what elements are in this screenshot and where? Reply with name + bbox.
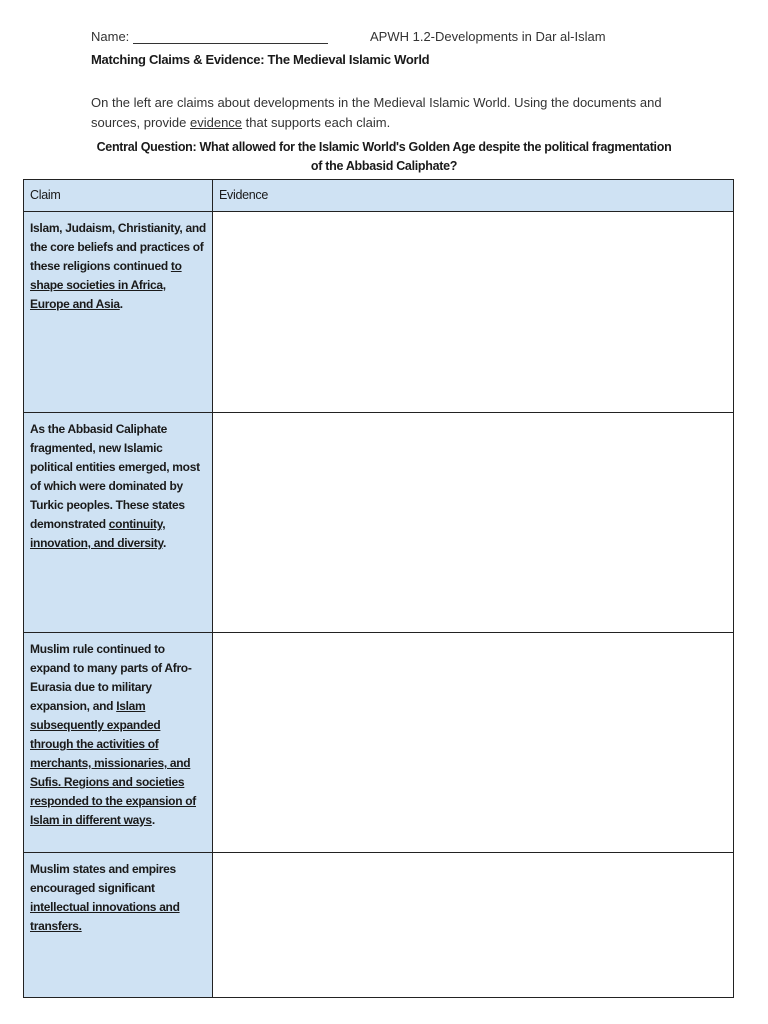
claim-text-end: . [119,297,123,311]
table-row [24,633,734,853]
claim-cell [24,853,213,998]
table-row [24,413,734,633]
claim-underlined-text: continuity, innovation, and diversity [30,517,166,550]
claim-column-header: Claim [24,180,213,212]
name-label: Name: [91,29,130,44]
evidence-cell[interactable] [213,413,734,633]
evidence-cell[interactable] [213,853,734,998]
claim-text: Muslim states and empires encouraged significant [30,862,176,895]
instructions [91,93,691,133]
claim-underlined-text: Islam subsequently expanded through the activities of merchants, missionaries, and Sufis. Regions and societies responded to the expansion of Islam in different ways [30,699,196,827]
instructions-underlined-term: evidence [190,115,243,130]
evidence-cell[interactable] [213,212,734,413]
claim-cell [24,212,213,413]
table-row [24,853,734,998]
table-header-row [24,180,734,212]
header [91,29,711,47]
claim-cell [24,413,213,633]
central-question: Central Question: What allowed for the Islamic World's Golden Age despite the political fragmentation of the Abbasid Caliphate? [96,140,672,173]
worksheet-subtitle: Matching Claims & Evidence: The Medieval Islamic World [91,52,430,67]
claim-underlined-text: intellectual innovations and transfers. [30,900,180,933]
claim-text: Muslim rule continued to expand to many parts of Afro-Eurasia due to military expansion, and [30,642,192,713]
claim-text-end: . [162,536,167,550]
name-blank-line[interactable] [133,43,328,44]
claim-cell [24,633,213,853]
table-row [24,212,734,413]
instructions-text-after: that supports each claim. [242,115,391,130]
claims-evidence-table [23,179,734,998]
claim-text: As the Abbasid Caliphate fragmented, new Islamic political entities emerged, most of which were dominated by Turkic peoples. These states demonstrated [30,422,200,531]
claim-text: Islam, Judaism, Christianity, and the core beliefs and practices of these religions continued [30,221,206,273]
evidence-column-header: Evidence [213,180,734,212]
claim-underlined-text: to shape societies in Africa, Europe and Asia [30,259,182,311]
course-title: APWH 1.2-Developments in Dar al-Islam [370,29,606,44]
instructions-text-before: On the left are claims about developments in the Medieval Islamic World. Using the documents and sources, provide [91,95,662,130]
evidence-cell[interactable] [213,633,734,853]
claim-text-end: . [151,813,155,827]
